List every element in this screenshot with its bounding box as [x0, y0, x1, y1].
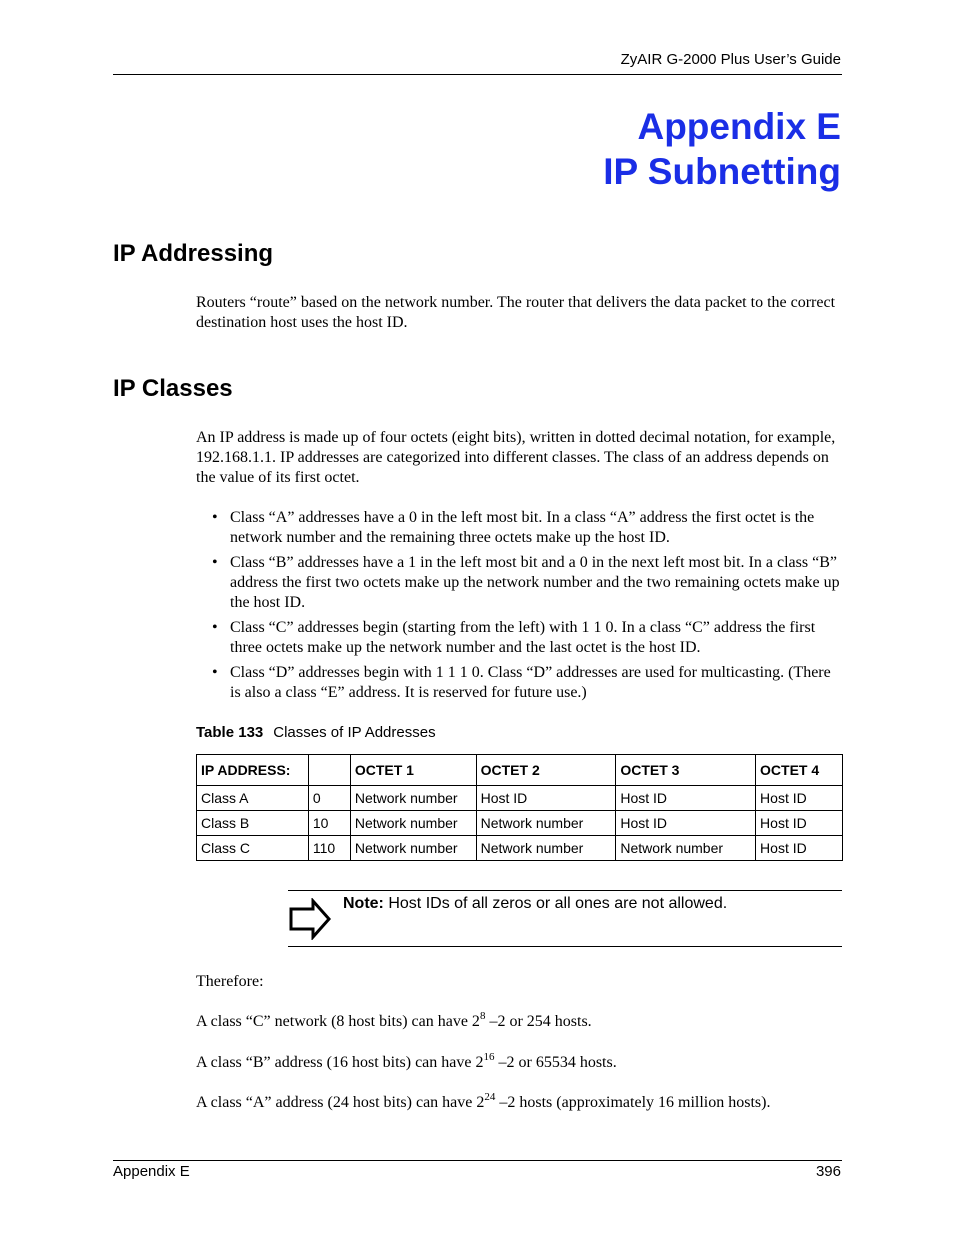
table-header-cell: OCTET 3: [616, 755, 756, 786]
ip-classes-table: [196, 754, 843, 861]
list-item: [196, 663, 842, 703]
list-item-text: Class “C” addresses begin (starting from the left) with 1 1 0. In a class “C” address the first three octets make up the network number and the last octet is the host ID.: [230, 619, 816, 656]
table-cell: Network number: [476, 836, 616, 861]
table-cell: Host ID: [616, 786, 756, 811]
table-cell: Network number: [350, 786, 476, 811]
table-caption-label: Table 133: [196, 724, 264, 741]
formula-text: A class “B” address (16 host bits) can have 2: [196, 1054, 484, 1071]
list-item-text: Class “D” addresses begin with 1 1 1 0. Class “D” addresses are used for multicasting. (There is also a class “E” address. It is reserved for future use.): [230, 664, 831, 701]
formula-text: –2 or 65534 hosts.: [494, 1054, 617, 1071]
table-cell: Host ID: [756, 811, 843, 836]
formula-text: A class “C” network (8 host bits) can have 2: [196, 1013, 480, 1030]
ip-addressing-heading: IP Addressing: [113, 240, 274, 267]
note-message: Host IDs of all zeros or all ones are not allowed.: [388, 895, 728, 912]
list-item-text: Class “A” addresses have a 0 in the left most bit. In a class “A” address the first octet is the network number and the remaining three octets make up the host ID.: [230, 509, 815, 546]
footer-section-label: Appendix E: [113, 1163, 190, 1180]
formula-text: –2 or 254 hosts.: [485, 1013, 592, 1030]
table-cell: Network number: [476, 811, 616, 836]
note-text: [343, 895, 727, 913]
formula-text: –2 hosts (approximately 16 million hosts).: [495, 1094, 771, 1111]
list-item: [196, 508, 842, 548]
paragraph-text: Routers “route” based on the network number. The router that delivers the data packet to the correct destination host uses the host ID.: [196, 294, 836, 331]
table-cell: 0: [308, 786, 350, 811]
table-header-cell: [308, 755, 350, 786]
note-top-rule: [288, 890, 842, 891]
bullet-icon: •: [212, 554, 218, 571]
table-cell: 10: [308, 811, 350, 836]
ip-classes-paragraph: [196, 428, 842, 488]
ip-classes-heading: IP Classes: [113, 375, 233, 402]
ip-classes-bullet-list: [196, 508, 842, 708]
table-cell: Class A: [197, 786, 309, 811]
table-cell: Host ID: [756, 786, 843, 811]
formula-exponent: 8: [479, 1010, 486, 1022]
appendix-title-line2: IP Subnetting: [603, 151, 841, 192]
formula-exponent: 16: [483, 1051, 495, 1063]
table-header-cell: OCTET 1: [350, 755, 476, 786]
class-b-hosts-formula: [196, 1053, 617, 1073]
list-item-text: Class “B” addresses have a 1 in the left most bit and a 0 in the next left most bit. In a class “B” address the first two octets make up the network number and the two remaining octets make up the host ID.: [230, 554, 840, 611]
list-item: [196, 553, 842, 613]
arrow-right-icon: [288, 898, 334, 940]
table-cell: Class C: [197, 836, 309, 861]
formula-text: A class “A” address (24 host bits) can have 2: [196, 1094, 485, 1111]
bullet-icon: •: [212, 509, 218, 526]
therefore-text: Therefore:: [196, 973, 264, 990]
page-number: 396: [815, 1163, 841, 1180]
note-label: Note:: [343, 895, 384, 912]
header-divider: [113, 74, 842, 75]
table-row: [197, 811, 843, 836]
class-c-hosts-formula: [196, 1012, 592, 1032]
table-cell: Host ID: [616, 811, 756, 836]
ip-addressing-paragraph: [196, 293, 842, 333]
table-cell: Network number: [350, 836, 476, 861]
table-cell: Class B: [197, 811, 309, 836]
table-row: [197, 836, 843, 861]
table-caption: [196, 724, 436, 741]
table-cell: Host ID: [476, 786, 616, 811]
table-caption-title: Classes of IP Addresses: [273, 724, 436, 741]
formula-exponent: 24: [484, 1091, 496, 1103]
table-cell: 110: [308, 836, 350, 861]
table-cell: Network number: [350, 811, 476, 836]
table-row: [197, 786, 843, 811]
table-header-cell: OCTET 2: [476, 755, 616, 786]
bullet-icon: •: [212, 619, 218, 636]
table-header-cell: OCTET 4: [756, 755, 843, 786]
note-bottom-rule: [288, 946, 842, 947]
table-header-cell: IP ADDRESS:: [197, 755, 309, 786]
footer-divider: [113, 1160, 842, 1161]
class-a-hosts-formula: [196, 1093, 770, 1113]
appendix-title: [603, 104, 841, 194]
table-cell: Network number: [616, 836, 756, 861]
list-item: [196, 618, 842, 658]
running-header: ZyAIR G-2000 Plus User’s Guide: [620, 51, 841, 68]
paragraph-text: An IP address is made up of four octets (eight bits), written in dotted decimal notation, for example, 192.168.1.1. IP addresses are categorized into different classes. The class of an address depends on the value of its first octet.: [196, 429, 836, 486]
table-cell: Host ID: [756, 836, 843, 861]
table-header-row: [197, 755, 843, 786]
appendix-title-line1: Appendix E: [637, 106, 841, 147]
bullet-icon: •: [212, 664, 218, 681]
